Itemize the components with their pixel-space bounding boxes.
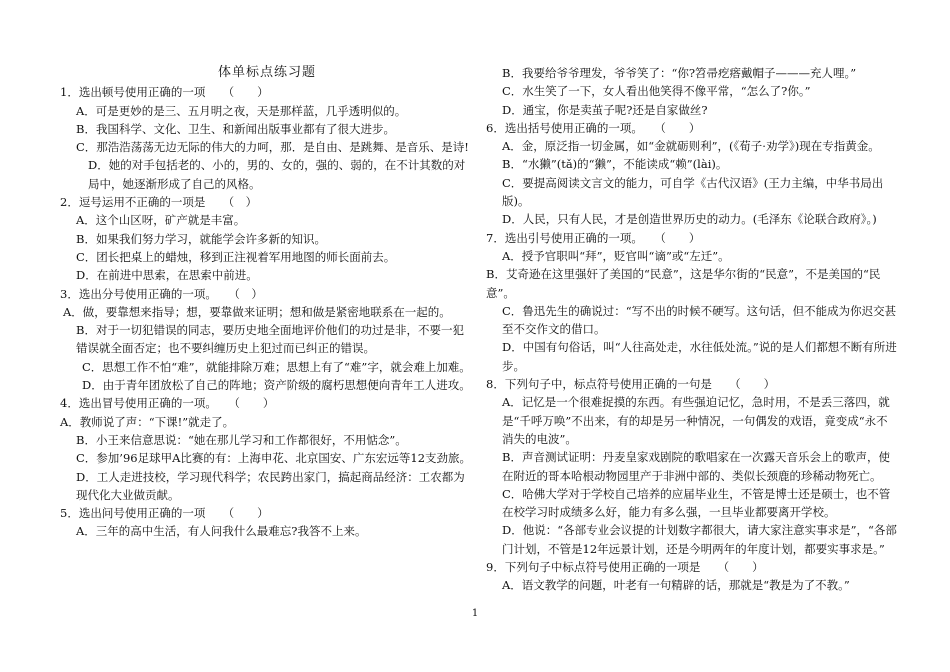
q8-option-d: D．他说：“各部专业会议提的计划数字都很大，请大家注意实事求是”，“各部门计划，不管是12年远景计划，还是今明两年的年度计划，都要实事求是。” bbox=[502, 523, 897, 556]
q4-option-c: C．参加’96足球甲A比赛的有：上海申花、北京国安、广东宏远等12支劲旅。 bbox=[76, 451, 472, 466]
question-4: 4．选出冒号使用正确的一项。 （ ） bbox=[60, 396, 275, 411]
q9-option-a: A．语文教学的问题，叶老有一句精辟的话，那就是“教是为了不教。” bbox=[502, 578, 850, 593]
q6-option-a: A．金，原泛指一切金属，如“金就砺则利”，(《荀子·劝学》)现在专指黄金。 bbox=[502, 139, 880, 154]
page-number: 1 bbox=[471, 608, 479, 619]
q3-option-c: C．思想工作不怕“难”，就能排除万难；思想上有了“难”字，就会难上加难。 bbox=[82, 359, 471, 374]
q4-option-b: B．小王来信意思说：“她在那儿学习和工作都很好，不用惦念”。 bbox=[76, 432, 407, 447]
q6-option-c: C．要提高阅读文言文的能力，可自学《古代汉语》(王力主编，中华书局出版)。 bbox=[502, 175, 884, 209]
q5-option-a: A．三年的高中生活，有人问我什么最难忘?我答不上来。 bbox=[76, 524, 367, 539]
q2-option-a: A．这个山区呀，矿产就是丰富。 bbox=[76, 213, 246, 228]
q1-option-d: D．她的对手包括老的、小的，男的、女的，强的、弱的，在不计其数的对局中，她逐渐形成了自己的风格。 bbox=[88, 158, 466, 191]
question-2: 2．逗号运用不正确的一项是 （ ） bbox=[60, 195, 258, 210]
left-column bbox=[60, 64, 474, 541]
q8-option-c: C．哈佛大学对于学校自己培养的应届毕业生，不管是博士还是硕士，也不管在校学习时成绩多么好，能力有多么强，一旦毕业都要离开学校。 bbox=[502, 486, 891, 520]
question-9: 9．下列句子中标点符号使用正确的一项是 （ ） bbox=[486, 560, 764, 575]
q4-option-d: D．工人走进技校，学习现代科学；农民跨出家门，搞起商品经济：工农都为现代化大业做贡献。 bbox=[76, 469, 465, 502]
q1-option-a: A．可是更妙的是三、五月明之夜，天是那样蓝，几乎透明似的。 bbox=[76, 103, 407, 118]
q5-option-d: D．通宝，你是卖茧子呢?还是自家做丝? bbox=[502, 102, 708, 117]
q7-option-d: D．中国有句俗话，叫“人往高处走，水往低处流。”说的是人们都想不断有所进步。 bbox=[502, 340, 897, 373]
q6-option-d: D．人民，只有人民，才是创造世界历史的动力。(毛泽东《论联合政府》。) bbox=[502, 212, 877, 227]
q2-option-b: B．如果我们努力学习，就能学会许多新的知识。 bbox=[76, 231, 326, 246]
q4-option-a: A．教师说了声：“下课!”就走了。 bbox=[60, 414, 235, 429]
page-title: 体单标点练习题 bbox=[217, 65, 316, 80]
q2-option-d: D．在前进中思索，在思索中前进。 bbox=[76, 268, 258, 283]
q3-option-d: D．由于青年团放松了自己的阵地；资产阶级的腐朽思想便向青年工人进攻。 bbox=[82, 378, 471, 393]
q2-option-c: C．团长把桌上的蜡烛，移到正注视着军用地图的师长面前去。 bbox=[76, 249, 396, 264]
q3-option-a: A．做，要靠想来指导；想，要靠做来证明；想和做是紧密地联系在一起的。 bbox=[63, 304, 451, 319]
question-7: 7．选出引号使用正确的一项。 （ ） bbox=[486, 230, 701, 245]
q6-option-b: B．“水獭”(tǎ)的“獭”，不能读成“赖”(lài)。 bbox=[502, 157, 728, 172]
question-8: 8．下列句子中，标点符号使用正确的一句是 （ ） bbox=[486, 377, 776, 392]
q3-option-b: B．对于一切犯错误的同志，要历史地全面地评价他们的功过是非，不要一犯错误就全面否定；也不要纠缠历史上犯过而已纠正的错误。 bbox=[76, 323, 464, 356]
q8-option-a: A．记忆是一个很难捉摸的东西。有些强迫记忆，急时用，不是丢三落四，就是“千呼万唤”不出来，有的却是另一种情况，一句偶发的戏语，竟变成“永不消失的电波”。 bbox=[502, 395, 890, 446]
q1-option-b: B．我国科学、文化、卫生、和新闻出版事业都有了很大进步。 bbox=[76, 121, 395, 136]
q5-option-c: C．水生笑了一下，女人看出他笑得不像平常，“怎么了?你。” bbox=[502, 84, 811, 99]
question-5: 5．选出问号使用正确的一项 （ ） bbox=[60, 506, 269, 521]
question-3: 3．选出分号使用正确的一项。 （ ） bbox=[60, 286, 263, 301]
q7-option-a: A．授予官职叫“拜”，贬官叫“谪”或“左迁”。 bbox=[502, 248, 730, 263]
q7-option-b: B．艾奇逊在这里强奸了美国的“民意”，这是华尔街的“民意”，不是美国的“民意”。 bbox=[486, 267, 881, 300]
q8-option-b: B．声音测试证明：丹麦皇家戏剧院的歌唱家在一次露天音乐会上的歌声，使在附近的哥本哈根动物园里产于非洲中部的、类似长颈鹿的珍稀动物死亡。 bbox=[502, 450, 890, 483]
question-6: 6．选出括号使用正确的一项。 （ ） bbox=[486, 120, 701, 135]
q7-option-c: C．鲁迅先生的确说过：“写不出的时候不硬写。这句话，但不能成为你迟交甚至不交作文的借口。 bbox=[502, 303, 897, 337]
q5-option-b: B．我要给爷爷理发，爷爷笑了：“你?笤帚疙瘩戴帽子———充人哩。” bbox=[502, 66, 857, 80]
question-1: 1．选出顿号使用正确的一项 （ ） bbox=[60, 85, 269, 100]
right-column bbox=[486, 64, 898, 595]
q1-option-c: C．那浩浩荡荡无边无际的伟大的力呵，那．是自由、是跳舞、是音乐、是诗! bbox=[76, 140, 469, 155]
